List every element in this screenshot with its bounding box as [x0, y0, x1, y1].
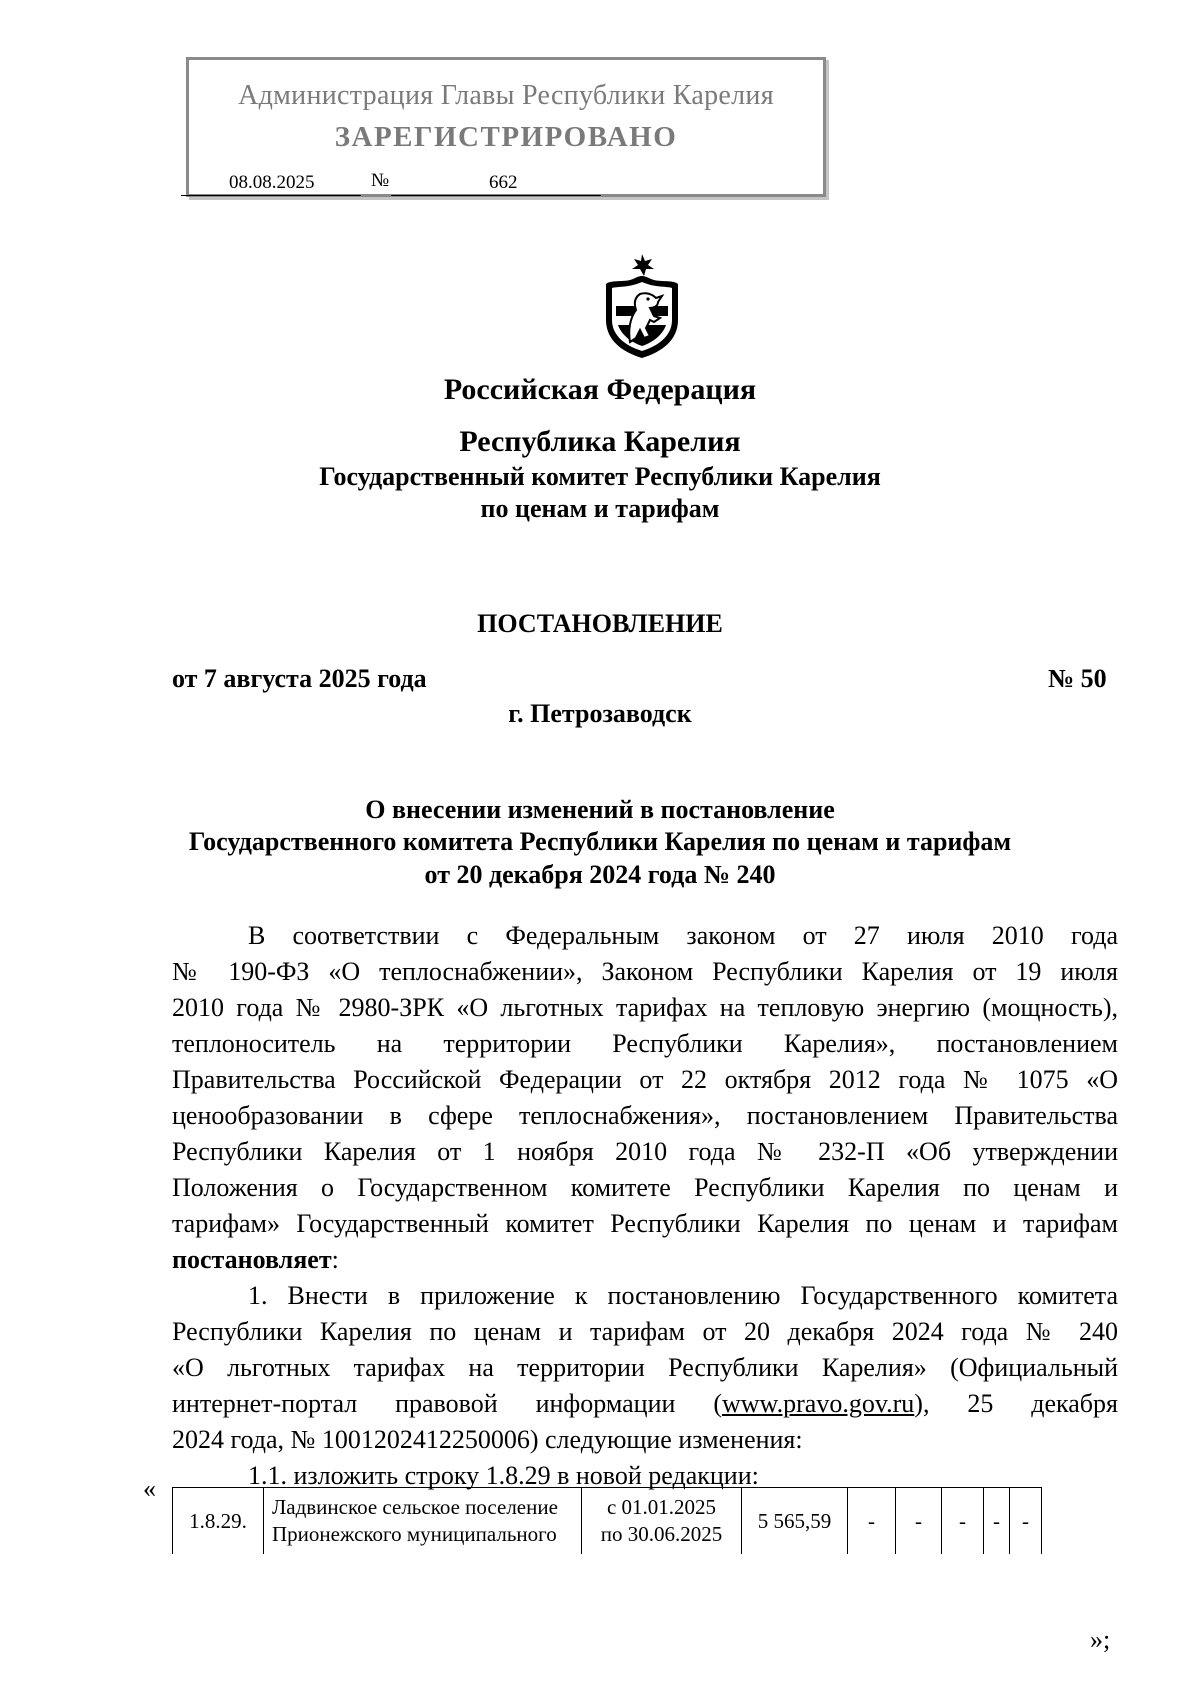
- document-title-line3: от 20 декабря 2024 года № 240: [424, 860, 776, 889]
- document-date: от 7 августа 2025 года: [172, 664, 427, 693]
- body-line: 1. Внести в приложение к постановлению Государственного комитета: [248, 1281, 1118, 1310]
- registration-stamp: [186, 57, 826, 197]
- document-city: г. Петрозаводск: [508, 699, 692, 728]
- row-dash: -: [984, 1488, 1010, 1555]
- body-line: 2010 года № 2980-ЗРК «О льготных тарифах на тепловую энергию (мощность),: [172, 993, 1118, 1022]
- body-line: ценообразовании в сфере теплоснабжения», постановлением Правительства: [172, 1101, 1118, 1130]
- row-name: [264, 1488, 582, 1555]
- document-title-line2: Государственного комитета Республики Карелия по ценам и тарифам: [188, 827, 1012, 856]
- quote-close: »;: [1090, 1625, 1111, 1654]
- row-dash: -: [942, 1488, 984, 1555]
- portal-text-before: интернет-портал правовой информации (: [172, 1389, 722, 1418]
- row-dash: -: [1010, 1488, 1042, 1555]
- committee-title-line1: Государственный комитет Республики Карелия: [319, 462, 881, 491]
- country-title: Российская Федерация: [443, 373, 757, 406]
- portal-text-after: ), 25 декабря: [914, 1389, 1118, 1418]
- row-value: 5 565,59: [742, 1488, 848, 1555]
- pravo-gov-link[interactable]: www.pravo.gov.ru: [721, 1389, 915, 1418]
- document-title-line1: О внесении изменений в постановление: [365, 795, 835, 824]
- body-line-portal: [172, 1386, 1118, 1422]
- tariff-table: [172, 1487, 1042, 1554]
- karelia-coat-of-arms-icon: [600, 250, 684, 360]
- item-1-1: 1.1. изложить строку 1.8.29 в новой редакции:: [248, 1461, 759, 1490]
- body-line: В соответствии с Федеральным законом от 27 июля 2010 года: [248, 921, 1118, 950]
- stamp-number: 662: [489, 172, 518, 193]
- body-line: теплоноситель на территории Республики Карелия», постановлением: [172, 1029, 1118, 1058]
- row-period-line2: по 30.06.2025: [600, 1522, 723, 1546]
- document-type: ПОСТАНОВЛЕНИЕ: [477, 609, 723, 638]
- body-line: тарифам» Государственный комитет Республики Карелия по ценам и тарифам: [172, 1209, 1118, 1238]
- stamp-status: ЗАРЕГИСТРИРОВАНО: [334, 121, 678, 153]
- row-dash: -: [848, 1488, 896, 1555]
- row-name-line1: Ладвинское сельское поселение: [272, 1495, 558, 1519]
- quote-open: «: [143, 1474, 156, 1503]
- row-name-line2: Прионежского муниципального: [272, 1522, 557, 1546]
- row-code: 1.8.29.: [173, 1488, 264, 1555]
- republic-title: Республика Карелия: [459, 425, 741, 458]
- body-line: № 190-ФЗ «О теплоснабжении», Законом Республики Карелия от 19 июля: [172, 957, 1118, 986]
- row-dash: -: [896, 1488, 942, 1555]
- body-line: Республики Карелия по ценам и тарифам от 20 декабря 2024 года № 240: [172, 1317, 1118, 1346]
- decree-colon: :: [331, 1245, 339, 1274]
- stamp-number-underline: [391, 195, 601, 196]
- body-line: Положения о Государственном комитете Республики Карелия по ценам и: [172, 1173, 1118, 1202]
- body-line: 2024 года, № 1001202412250006) следующие изменения:: [172, 1425, 803, 1454]
- stamp-organization: Администрация Главы Республики Карелия: [238, 80, 774, 111]
- decree-word: постановляет: [172, 1245, 332, 1274]
- body-line: «О льготных тарифах на территории Республики Карелия» (Официальный: [172, 1353, 1118, 1382]
- body-line: Правительства Российской Федерации от 22 октября 2012 года № 1075 «О: [172, 1065, 1118, 1094]
- document-body: [172, 918, 1118, 1494]
- stamp-number-sign: №: [371, 170, 390, 191]
- stamp-date-underline: [181, 195, 361, 196]
- document-number: № 50: [1048, 664, 1107, 693]
- committee-title-line2: по ценам и тарифам: [480, 494, 720, 523]
- stamp-date: 08.08.2025: [229, 172, 315, 193]
- row-period-line1: с 01.01.2025: [606, 1495, 717, 1519]
- decree-line: [172, 1242, 1118, 1278]
- table-row: [173, 1488, 1042, 1555]
- row-period: [582, 1488, 742, 1555]
- body-line: Республики Карелия от 1 ноября 2010 года № 232-П «Об утверждении: [172, 1137, 1118, 1166]
